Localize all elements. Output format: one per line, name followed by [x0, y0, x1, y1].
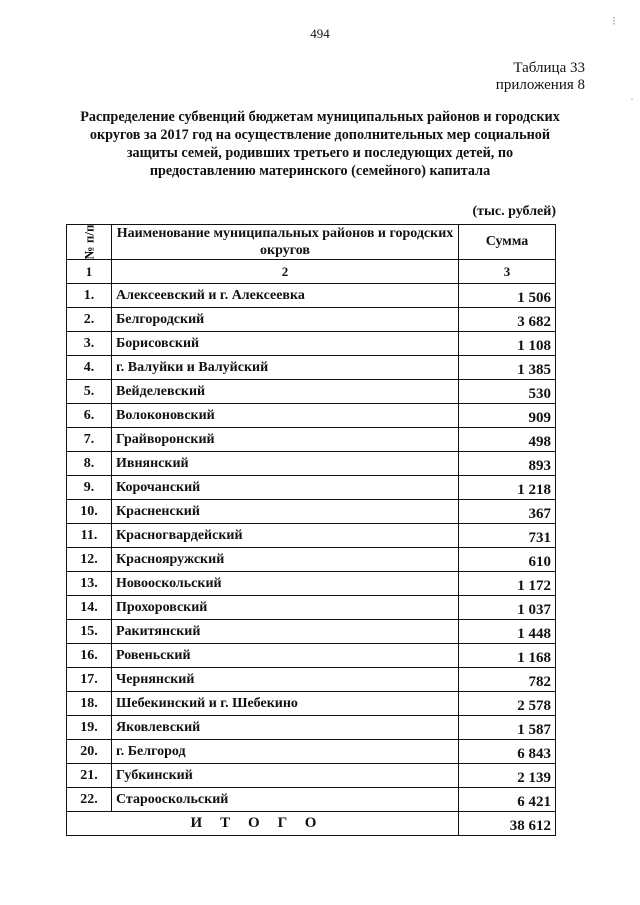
table-row — [67, 548, 556, 572]
row-sum: 1 587 — [459, 716, 556, 740]
row-sum: 909 — [459, 404, 556, 428]
table-body — [67, 284, 556, 812]
row-number: 22. — [67, 788, 112, 812]
column-numbers-row — [67, 260, 556, 284]
table-row — [67, 500, 556, 524]
row-name: Ракитянский — [112, 620, 459, 644]
table-row — [67, 764, 556, 788]
table-row — [67, 740, 556, 764]
table-row — [67, 380, 556, 404]
row-number: 1. — [67, 284, 112, 308]
table-row — [67, 620, 556, 644]
row-sum: 1 218 — [459, 476, 556, 500]
row-name: Шебекинский и г. Шебекино — [112, 692, 459, 716]
column-number: 1 — [67, 260, 112, 284]
total-sum: 38 612 — [459, 812, 556, 836]
row-sum: 893 — [459, 452, 556, 476]
row-sum: 610 — [459, 548, 556, 572]
row-number: 16. — [67, 644, 112, 668]
row-name: г. Валуйки и Валуйский — [112, 356, 459, 380]
row-sum: 367 — [459, 500, 556, 524]
table-row — [67, 404, 556, 428]
column-number: 3 — [459, 260, 556, 284]
row-name: Старооскольский — [112, 788, 459, 812]
header-number-label: № п/п — [81, 224, 96, 259]
row-number: 21. — [67, 764, 112, 788]
row-name: Краснояружский — [112, 548, 459, 572]
header-sum: Сумма — [459, 225, 556, 260]
row-name: Ивнянский — [112, 452, 459, 476]
row-name: Алексеевский и г. Алексеевка — [112, 284, 459, 308]
row-name: Борисовский — [112, 332, 459, 356]
row-number: 3. — [67, 332, 112, 356]
row-sum: 1 448 — [459, 620, 556, 644]
table-row — [67, 308, 556, 332]
row-number: 17. — [67, 668, 112, 692]
table-row — [67, 596, 556, 620]
row-sum: 2 578 — [459, 692, 556, 716]
row-number: 14. — [67, 596, 112, 620]
row-name: Корочанский — [112, 476, 459, 500]
row-number: 8. — [67, 452, 112, 476]
row-name: Ровеньский — [112, 644, 459, 668]
row-sum: 3 682 — [459, 308, 556, 332]
table-reference — [496, 60, 585, 94]
table-row — [67, 788, 556, 812]
row-name: Грайворонский — [112, 428, 459, 452]
row-sum: 6 421 — [459, 788, 556, 812]
units-label: (тыс. рублей) — [472, 204, 556, 219]
row-sum: 6 843 — [459, 740, 556, 764]
table-row — [67, 572, 556, 596]
row-number: 11. — [67, 524, 112, 548]
row-number: 13. — [67, 572, 112, 596]
row-sum: 782 — [459, 668, 556, 692]
row-sum: 498 — [459, 428, 556, 452]
row-name: Красногвардейский — [112, 524, 459, 548]
row-number: 20. — [67, 740, 112, 764]
row-number: 19. — [67, 716, 112, 740]
row-sum: 530 — [459, 380, 556, 404]
table-header-row — [67, 225, 556, 260]
table-row — [67, 644, 556, 668]
table-reference-line2: приложения 8 — [495, 77, 585, 93]
row-name: Прохоровский — [112, 596, 459, 620]
row-sum: 1 108 — [459, 332, 556, 356]
table-row — [67, 716, 556, 740]
row-name: Чернянский — [112, 668, 459, 692]
table-row — [67, 452, 556, 476]
row-sum: 1 168 — [459, 644, 556, 668]
table-row — [67, 692, 556, 716]
margin-mark: · — [630, 92, 634, 106]
total-label: ИТОГО — [67, 812, 459, 836]
row-number: 9. — [67, 476, 112, 500]
row-number: 6. — [67, 404, 112, 428]
row-number: 12. — [67, 548, 112, 572]
row-number: 15. — [67, 620, 112, 644]
row-name: Яковлевский — [112, 716, 459, 740]
table-row — [67, 356, 556, 380]
table-row — [67, 428, 556, 452]
subvention-table — [66, 224, 556, 836]
row-name: Вейделевский — [112, 380, 459, 404]
row-sum: 1 385 — [459, 356, 556, 380]
row-number: 7. — [67, 428, 112, 452]
row-sum: 731 — [459, 524, 556, 548]
table-row — [67, 476, 556, 500]
row-name: Красненский — [112, 500, 459, 524]
row-number: 10. — [67, 500, 112, 524]
row-number: 18. — [67, 692, 112, 716]
row-sum: 2 139 — [459, 764, 556, 788]
row-sum: 1 037 — [459, 596, 556, 620]
total-row — [67, 812, 556, 836]
row-name: Губкинский — [112, 764, 459, 788]
row-name: Белгородский — [112, 308, 459, 332]
table-row — [67, 332, 556, 356]
row-sum: 1 506 — [459, 284, 556, 308]
table-row — [67, 524, 556, 548]
column-number: 2 — [112, 260, 459, 284]
row-name: Новооскольский — [112, 572, 459, 596]
table-row — [67, 668, 556, 692]
document-title: Распределение субвенций бюджетам муниципальных районов и городских округов за 2017 год на осуществление дополнительных мер социальной защиты семей, родивших третьего и последующих детей, по предоставлению материнского (семейного) капитала — [80, 109, 560, 179]
row-number: 4. — [67, 356, 112, 380]
row-number: 5. — [67, 380, 112, 404]
header-name: Наименование муниципальных районов и городских округов — [112, 225, 459, 260]
margin-mark: ⁝ — [612, 14, 616, 28]
row-name: г. Белгород — [112, 740, 459, 764]
row-number: 2. — [67, 308, 112, 332]
table-row — [67, 284, 556, 308]
table-reference-line1: Таблица 33 — [513, 60, 585, 76]
row-name: Волоконовский — [112, 404, 459, 428]
header-number — [67, 225, 112, 260]
row-sum: 1 172 — [459, 572, 556, 596]
page-number: 494 — [310, 26, 330, 41]
